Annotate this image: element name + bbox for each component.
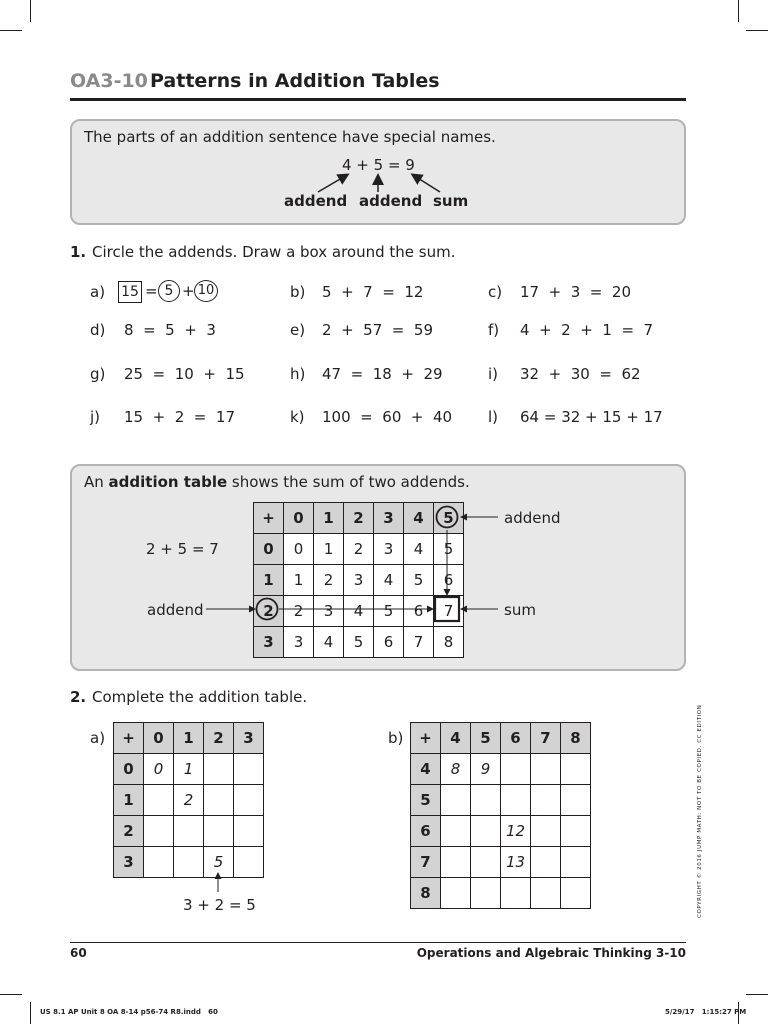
table-cell[interactable]: 8 <box>441 754 471 785</box>
table-cell[interactable] <box>441 847 471 878</box>
q2-a-label: a) <box>90 729 106 747</box>
q2-number: 2. <box>70 688 87 706</box>
crop-mark <box>0 994 22 995</box>
table-row <box>114 723 264 754</box>
q1-item-label: c) <box>488 283 503 301</box>
table-cell: 7 <box>434 596 464 627</box>
table-cell[interactable] <box>441 816 471 847</box>
table-header-cell: 2 <box>344 503 374 534</box>
table-header-cell: 2 <box>254 596 284 627</box>
table-header-cell: 3 <box>374 503 404 534</box>
table-header-cell: 8 <box>561 723 591 754</box>
table-row <box>114 785 264 816</box>
table-cell: 5 <box>374 596 404 627</box>
q1-item-equation: 8 = 5 + 3 <box>124 321 216 339</box>
table-cell[interactable] <box>501 785 531 816</box>
table-header-cell: 4 <box>441 723 471 754</box>
crop-mark <box>746 994 768 995</box>
table-cell[interactable] <box>531 785 561 816</box>
q2-instruction: Complete the addition table. <box>92 688 308 706</box>
sentence-suffix: shows the sum of two addends. <box>227 473 470 491</box>
q1-item-label: i) <box>488 365 499 383</box>
table-header-cell: 4 <box>411 754 441 785</box>
q1-item-equation: 2 + 57 = 59 <box>322 321 433 339</box>
table-cell: 4 <box>404 534 434 565</box>
table-cell: 7 <box>404 627 434 658</box>
table-cell: 2 <box>284 596 314 627</box>
q1-item-equation: 100 = 60 + 40 <box>322 408 453 426</box>
table-cell: 6 <box>374 627 404 658</box>
table-cell[interactable] <box>234 816 264 847</box>
table-header-cell: + <box>254 503 284 534</box>
table-row <box>254 565 464 596</box>
q1-item-label: g) <box>90 365 106 383</box>
example-equation: 2 + 5 = 7 <box>146 540 219 558</box>
right-sum-label: sum <box>504 601 536 619</box>
q1-item-label: b) <box>290 283 306 301</box>
table-cell: 5 <box>404 565 434 596</box>
table-row <box>254 596 464 627</box>
table-header-cell: 8 <box>411 878 441 909</box>
footer-rule <box>70 942 686 943</box>
example-addition-table <box>253 502 464 658</box>
table-header-cell: 1 <box>254 565 284 596</box>
plus-sign: + <box>182 282 195 300</box>
table-cell[interactable] <box>234 754 264 785</box>
q1-item-equation: 17 + 3 = 20 <box>520 283 631 301</box>
table-header-cell: + <box>411 723 441 754</box>
table-cell[interactable] <box>144 847 174 878</box>
table-cell: 8 <box>434 627 464 658</box>
q1-item-label: l) <box>488 408 499 426</box>
q1-item-label: f) <box>488 321 500 339</box>
note-a-equation: 3 + 2 = 5 <box>183 896 256 914</box>
right-addend-label: addend <box>504 509 561 527</box>
table-header-cell: 1 <box>114 785 144 816</box>
q1-item-equation: 4 + 2 + 1 = 7 <box>520 321 654 339</box>
table-header-cell: 0 <box>144 723 174 754</box>
q1-number: 1. <box>70 243 87 261</box>
exercise-table-b <box>410 722 591 909</box>
table-header-cell: 3 <box>254 627 284 658</box>
page-title: Patterns in Addition Tables <box>150 70 440 92</box>
table-cell: 1 <box>314 534 344 565</box>
slug-date: 5/29/17 1:15:27 PM <box>665 1008 747 1016</box>
table-cell: 4 <box>374 565 404 596</box>
q1-item-equation: 32 + 30 = 62 <box>520 365 641 383</box>
left-addend-label: addend <box>147 601 204 619</box>
table-header-cell: 2 <box>204 723 234 754</box>
intro-label-addend-2: addend <box>359 192 423 210</box>
intro-label-sum: sum <box>433 192 469 210</box>
table-header-cell: 7 <box>531 723 561 754</box>
table-cell[interactable] <box>174 847 204 878</box>
circled-addend: 5 <box>158 280 180 302</box>
table-cell: 6 <box>434 565 464 596</box>
boxed-sum: 15 <box>118 281 142 303</box>
table-cell[interactable] <box>441 785 471 816</box>
slug-file: US 8.1 AP Unit 8 OA 8-14 p56-74 R8.indd 60 <box>40 1008 218 1016</box>
table-cell[interactable] <box>471 847 501 878</box>
table-row <box>411 754 591 785</box>
circled-addend: 10 <box>194 280 218 302</box>
q1-item-equation: 64 = 32 + 15 + 17 <box>520 408 663 426</box>
table-header-cell: 5 <box>434 503 464 534</box>
table-row <box>411 878 591 909</box>
page-number: 60 <box>70 946 87 960</box>
table-header-cell: 0 <box>254 534 284 565</box>
q1-item-label: e) <box>290 321 306 339</box>
table-cell[interactable]: 0 <box>144 754 174 785</box>
table-cell: 4 <box>344 596 374 627</box>
table-cell: 2 <box>344 534 374 565</box>
table-header-cell: 0 <box>114 754 144 785</box>
table-cell: 0 <box>284 534 314 565</box>
copyright-notice: COPYRIGHT © 2016 JUMP MATH: NOT TO BE COPIED. CC EDITION <box>697 704 703 918</box>
table-cell[interactable] <box>471 785 501 816</box>
table-cell[interactable] <box>471 878 501 909</box>
q2-b-label: b) <box>388 729 404 747</box>
table-cell[interactable] <box>561 785 591 816</box>
title-rule <box>70 98 686 101</box>
table-header-cell: 0 <box>284 503 314 534</box>
table-header-cell: 6 <box>501 723 531 754</box>
table-row <box>411 723 591 754</box>
table-cell[interactable] <box>531 878 561 909</box>
note-a-arrow <box>210 868 226 896</box>
table-cell[interactable]: 13 <box>501 847 531 878</box>
crop-mark <box>30 0 31 22</box>
q1-item-label: a) <box>90 283 106 301</box>
table-row <box>411 847 591 878</box>
table-cell: 3 <box>314 596 344 627</box>
table-header-cell: 7 <box>411 847 441 878</box>
q1-item-equation: 47 = 18 + 29 <box>322 365 443 383</box>
intro-equation: 4 + 5 = 9 <box>342 156 415 174</box>
table-cell[interactable]: 2 <box>174 785 204 816</box>
table-cell[interactable] <box>204 754 234 785</box>
intro-label-addend-1: addend <box>284 192 348 210</box>
q1-item-equation: 25 = 10 + 15 <box>124 365 245 383</box>
table-row <box>114 754 264 785</box>
table-header-cell: 1 <box>314 503 344 534</box>
table-row <box>254 503 464 534</box>
table-cell: 3 <box>284 627 314 658</box>
table-cell: 3 <box>374 534 404 565</box>
table-cell[interactable] <box>531 754 561 785</box>
table-header-cell: 4 <box>404 503 434 534</box>
table-cell[interactable] <box>204 816 234 847</box>
sentence-bold: addition table <box>108 473 228 491</box>
table-cell[interactable] <box>471 816 501 847</box>
crop-mark <box>746 30 768 31</box>
table-cell[interactable] <box>561 847 591 878</box>
table-cell[interactable]: 12 <box>501 816 531 847</box>
table-cell[interactable] <box>441 878 471 909</box>
sentence-prefix: An <box>84 473 109 491</box>
table-row <box>254 627 464 658</box>
table-header-cell: 3 <box>114 847 144 878</box>
table-row <box>114 847 264 878</box>
table-header-cell: 6 <box>411 816 441 847</box>
q1-item-equation: 15 + 2 = 17 <box>124 408 235 426</box>
table-cell[interactable] <box>204 785 234 816</box>
table-header-cell: 2 <box>114 816 144 847</box>
crop-mark <box>0 30 22 31</box>
table-cell[interactable]: 5 <box>204 847 234 878</box>
table-cell: 2 <box>314 565 344 596</box>
q1-item-label: j) <box>90 408 101 426</box>
table-cell[interactable]: 9 <box>471 754 501 785</box>
table-cell: 5 <box>344 627 374 658</box>
table-cell: 6 <box>404 596 434 627</box>
table-header-cell: 5 <box>411 785 441 816</box>
table-cell[interactable] <box>234 785 264 816</box>
table-cell: 5 <box>434 534 464 565</box>
table-cell: 1 <box>284 565 314 596</box>
table-header-cell: 3 <box>234 723 264 754</box>
table-header-cell: 5 <box>471 723 501 754</box>
table-cell[interactable] <box>234 847 264 878</box>
exercise-table-a <box>113 722 264 878</box>
footer-section-title: Operations and Algebraic Thinking 3-10 <box>416 946 686 960</box>
table-cell[interactable] <box>144 785 174 816</box>
table-cell[interactable] <box>501 878 531 909</box>
lesson-code: OA3-10 <box>70 70 148 92</box>
q1-item-label: k) <box>290 408 305 426</box>
table-cell[interactable] <box>531 847 561 878</box>
table-row <box>114 816 264 847</box>
table-row <box>254 534 464 565</box>
q1-item-label: h) <box>290 365 306 383</box>
table-row <box>411 785 591 816</box>
crop-mark <box>30 1002 31 1024</box>
intro-sentence: The parts of an addition sentence have special names. <box>84 128 496 146</box>
table-cell[interactable]: 1 <box>174 754 204 785</box>
table-box-sentence <box>84 473 470 491</box>
table-cell: 4 <box>314 627 344 658</box>
equals-sign: = <box>145 282 158 300</box>
table-header-cell: 1 <box>174 723 204 754</box>
q1-item-equation: 5 + 7 = 12 <box>322 283 424 301</box>
table-cell[interactable] <box>531 816 561 847</box>
crop-mark <box>738 0 739 22</box>
page-header <box>70 68 686 98</box>
table-cell[interactable] <box>561 816 591 847</box>
table-cell[interactable] <box>561 878 591 909</box>
q1-item-label: d) <box>90 321 106 339</box>
table-cell[interactable] <box>144 816 174 847</box>
table-cell[interactable] <box>561 754 591 785</box>
table-cell[interactable] <box>174 816 204 847</box>
table-cell[interactable] <box>501 754 531 785</box>
table-cell: 3 <box>344 565 374 596</box>
table-row <box>411 816 591 847</box>
table-header-cell: + <box>114 723 144 754</box>
q1-instruction: Circle the addends. Draw a box around the sum. <box>92 243 456 261</box>
